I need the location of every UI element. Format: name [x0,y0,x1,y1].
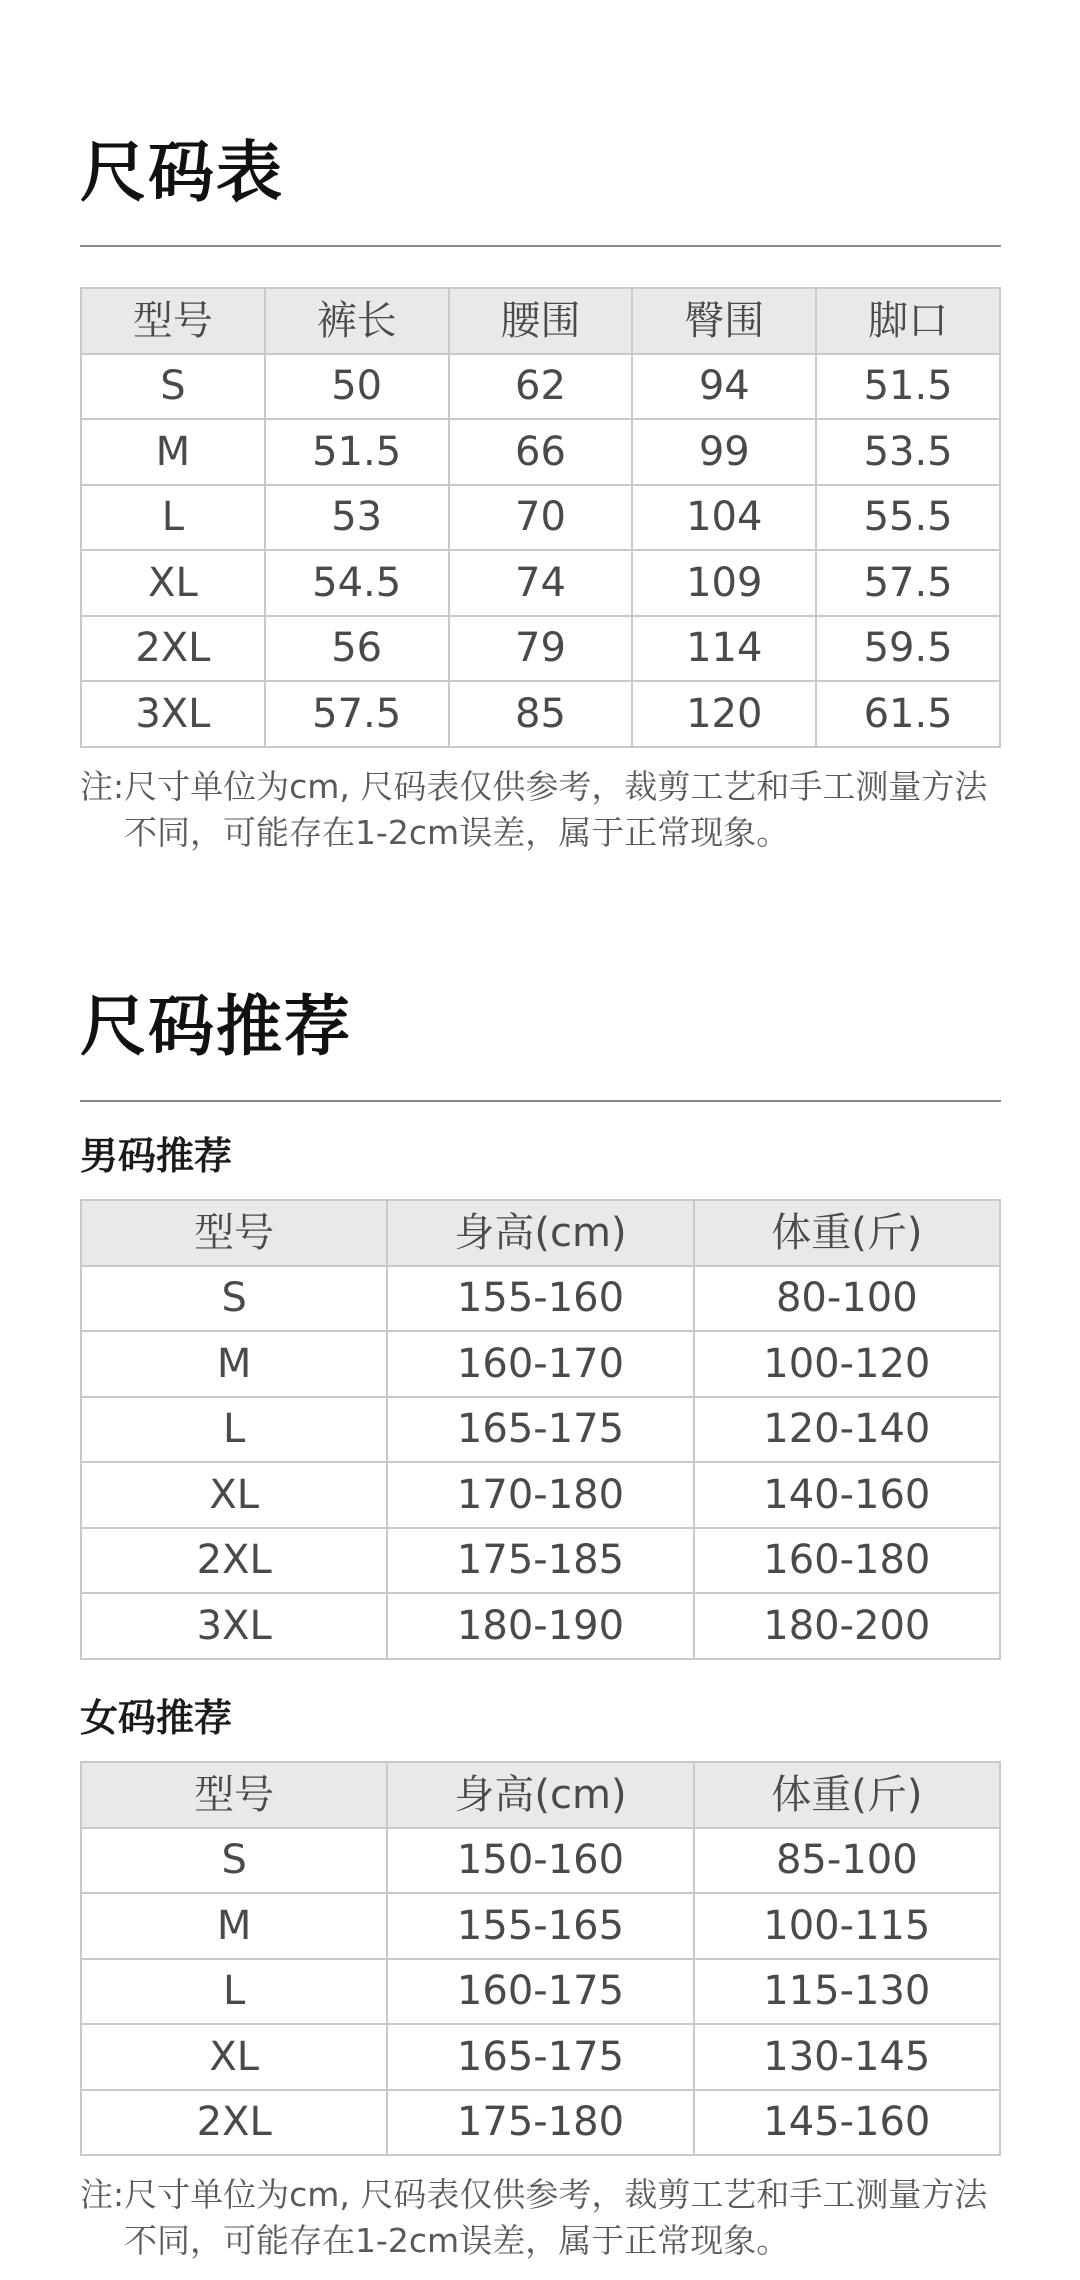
table-row [81,1893,1000,1959]
table-cell: 3XL [81,1593,387,1659]
table-cell: 51.5 [816,354,1000,420]
table-cell: 2XL [81,1528,387,1594]
note-line-1: 注:尺寸单位为cm, 尺码表仅供参考，裁剪工艺和手工测量方法 [80,2175,988,2214]
table-cell: 160-180 [694,1528,1000,1594]
table-cell: 104 [632,485,816,551]
table-cell: M [81,1893,387,1959]
table-cell: XL [81,550,265,616]
table-cell: 180-200 [694,1593,1000,1659]
table-cell: 99 [632,419,816,485]
female-recommend-subtitle: 女码推荐 [80,1696,233,1740]
table-cell: 50 [265,354,449,420]
size-recommend-note [80,2172,1020,2264]
table-header-row [81,1200,1000,1266]
table-row [81,1331,1000,1397]
table-row [81,1959,1000,2025]
table-row [81,681,1000,747]
header-cell: 型号 [81,288,265,354]
table-cell: S [81,1266,387,1332]
header-cell: 型号 [81,1762,387,1828]
table-cell: 165-175 [387,2024,693,2090]
table-header-row [81,1762,1000,1828]
table-cell: 85 [449,681,633,747]
table-row [81,2024,1000,2090]
header-cell: 脚口 [816,288,1000,354]
table-cell: 165-175 [387,1397,693,1463]
table-cell: 115-130 [694,1959,1000,2025]
table-cell: 61.5 [816,681,1000,747]
size-recommend-title: 尺码推荐 [80,988,352,1065]
table-cell: S [81,1828,387,1894]
male-recommend-subtitle: 男码推荐 [80,1134,233,1178]
table-cell: 130-145 [694,2024,1000,2090]
table-cell: 55.5 [816,485,1000,551]
table-cell: 120 [632,681,816,747]
table-cell: 51.5 [265,419,449,485]
table-row [81,1528,1000,1594]
table-cell: 2XL [81,2090,387,2156]
size-chart-note [80,764,1020,856]
table-row [81,2090,1000,2156]
table-cell: 62 [449,354,633,420]
table-cell: 53.5 [816,419,1000,485]
table-row [81,550,1000,616]
table-cell: XL [81,2024,387,2090]
table-cell: 150-160 [387,1828,693,1894]
note-line-2: 不同，可能存在1-2cm误差，属于正常现象。 [124,813,790,852]
table-cell: L [81,485,265,551]
table-row [81,1397,1000,1463]
male-recommend-table [80,1199,1001,1660]
header-cell: 身高(cm) [387,1762,693,1828]
table-cell: S [81,354,265,420]
header-cell: 裤长 [265,288,449,354]
size-chart-divider [80,245,1001,247]
header-cell: 型号 [81,1200,387,1266]
table-cell: 57.5 [816,550,1000,616]
table-cell: 54.5 [265,550,449,616]
table-cell: 120-140 [694,1397,1000,1463]
table-row [81,485,1000,551]
table-cell: 114 [632,616,816,682]
table-cell: 94 [632,354,816,420]
table-cell: 160-175 [387,1959,693,2025]
table-row [81,1266,1000,1332]
note-line-2: 不同，可能存在1-2cm误差，属于正常现象。 [124,2221,790,2260]
table-cell: 145-160 [694,2090,1000,2156]
table-cell: 140-160 [694,1462,1000,1528]
note-line-1: 注:尺寸单位为cm, 尺码表仅供参考，裁剪工艺和手工测量方法 [80,767,988,806]
header-cell: 体重(斤) [694,1200,1000,1266]
table-row [81,354,1000,420]
table-cell: 56 [265,616,449,682]
table-cell: 100-120 [694,1331,1000,1397]
table-cell: 66 [449,419,633,485]
table-cell: 155-160 [387,1266,693,1332]
table-cell: 70 [449,485,633,551]
table-cell: 79 [449,616,633,682]
table-cell: 170-180 [387,1462,693,1528]
table-row [81,1828,1000,1894]
table-cell: 2XL [81,616,265,682]
table-cell: 180-190 [387,1593,693,1659]
table-cell: 100-115 [694,1893,1000,1959]
table-cell: 175-180 [387,2090,693,2156]
header-cell: 体重(斤) [694,1762,1000,1828]
header-cell: 身高(cm) [387,1200,693,1266]
table-row [81,419,1000,485]
table-cell: L [81,1959,387,2025]
table-row [81,1462,1000,1528]
table-cell: 109 [632,550,816,616]
table-cell: M [81,1331,387,1397]
female-recommend-table [80,1761,1001,2156]
header-cell: 腰围 [449,288,633,354]
table-cell: L [81,1397,387,1463]
table-row [81,1593,1000,1659]
table-cell: 175-185 [387,1528,693,1594]
table-cell: 53 [265,485,449,551]
table-cell: 160-170 [387,1331,693,1397]
table-cell: 3XL [81,681,265,747]
table-row [81,616,1000,682]
table-header-row [81,288,1000,354]
table-cell: 59.5 [816,616,1000,682]
table-cell: 85-100 [694,1828,1000,1894]
size-chart-table [80,287,1001,748]
table-cell: 74 [449,550,633,616]
table-cell: 80-100 [694,1266,1000,1332]
table-cell: M [81,419,265,485]
size-recommend-divider [80,1100,1001,1102]
size-chart-title: 尺码表 [80,134,284,211]
table-cell: 57.5 [265,681,449,747]
table-cell: 155-165 [387,1893,693,1959]
header-cell: 臀围 [632,288,816,354]
table-cell: XL [81,1462,387,1528]
